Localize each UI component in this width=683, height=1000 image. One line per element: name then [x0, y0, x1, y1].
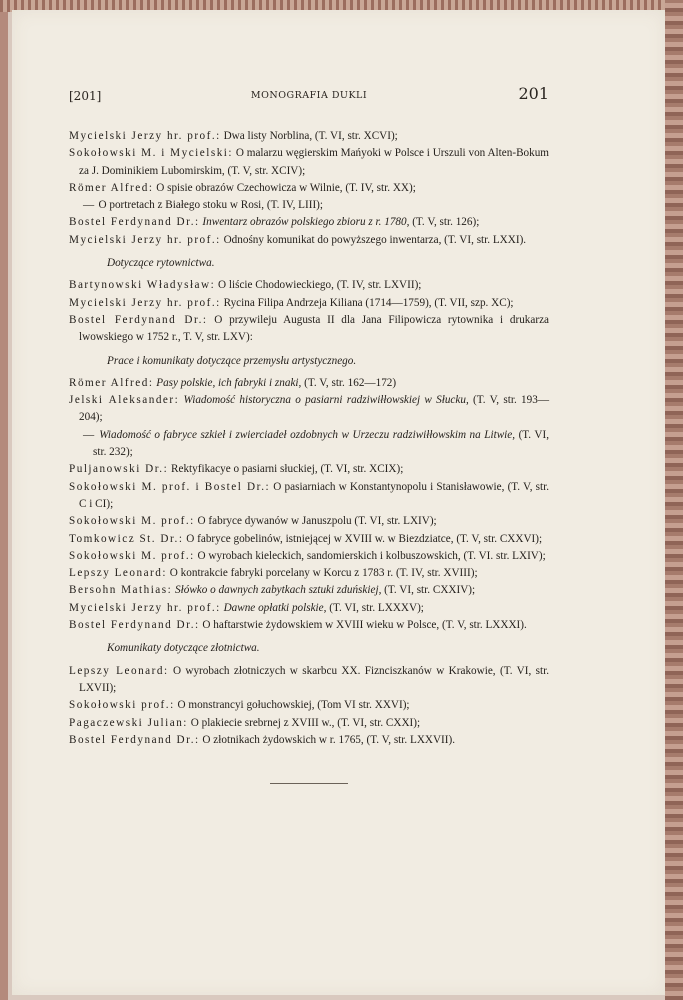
entry-text: O kontrakcie fabryki porcelany w Korcu z 1783 r. (T. IV, str. XVIII); — [169, 567, 478, 580]
entries-przemyslu — [69, 375, 549, 634]
entry-text: O wyrobach kieleckich, sandomierskich i kolbuszowskich, (T. VI. str. LXIV); — [197, 549, 546, 562]
entry-title-italic: Inwentarz obrazów polskiego zbioru z r. 1780, — [202, 216, 410, 229]
entry-text: O monstrancyi gołuchowskiej, (Tom VI str. XXVI); — [177, 699, 410, 712]
bibliography-entry — [69, 295, 549, 312]
section-heading-rytownictwa: Dotyczące rytownictwa. — [107, 257, 215, 270]
entry-author: Jelski Aleksander: — [69, 394, 180, 407]
entry-text: O fabryce dywanów w Januszpolu (T. VI, str. LXIV); — [197, 515, 437, 528]
bibliography-entry — [69, 565, 549, 582]
entry-author: Sokołowski M. i Mycielski: — [69, 147, 234, 160]
bibliography-entry — [69, 214, 549, 231]
entry-author: Mycielski Jerzy hr. prof.: — [69, 233, 221, 246]
entry-author: Sokołowski M. prof.: — [69, 515, 195, 528]
bibliography-entry — [69, 145, 549, 180]
section-heading-przemyslu: Prace i komunikaty dotyczące przemysłu artystycznego. — [107, 354, 357, 367]
bibliography-entry — [69, 663, 549, 698]
entry-author: Lepszy Leonard: — [69, 664, 169, 677]
entry-text: O przywileju Augusta II dla Jana Filipowicza rytownika i drukarza lwowskiego w 1752 r., T. V, str. LXV): — [79, 313, 550, 344]
entry-author: — — [83, 199, 96, 212]
entry-author: Mycielski Jerzy hr. prof.: — [69, 601, 221, 614]
entries-main — [69, 128, 549, 249]
entry-text: O portretach z Białego stoku w Rosi, (T. IV, LIII); — [98, 199, 324, 212]
bibliography-entry — [69, 582, 549, 599]
entry-text: Odnośny komunikat do powyższego inwentarza, (T. VI, str. LXXI). — [223, 233, 527, 246]
entry-author: Puljanowski Dr.: — [69, 463, 169, 476]
header-title: MONOGRAFIA DUKLI — [250, 90, 368, 101]
bibliography-entry — [69, 312, 549, 347]
entry-author: Bostel Ferdynand Dr.: — [69, 733, 200, 746]
bibliography-entry — [69, 600, 549, 617]
entry-author: Bostel Ferdynand Dr.: — [69, 619, 200, 632]
bibliography-entry — [69, 232, 549, 249]
entry-author: Sokołowski M. prof. i Bostel Dr.: — [69, 480, 271, 493]
entry-author: Pagaczewski Julian: — [69, 716, 188, 729]
bibliography-entry — [69, 277, 549, 294]
entry-author: — — [83, 428, 96, 441]
bibliography-content — [69, 128, 549, 784]
bibliography-entry — [69, 715, 549, 732]
entry-author: Lepszy Leonard: — [69, 567, 167, 580]
entry-author: Bersohn Mathias: — [69, 584, 173, 597]
book-page — [12, 10, 665, 995]
bibliography-entry — [69, 392, 549, 427]
running-header — [69, 84, 549, 108]
bibliography-entry — [69, 548, 549, 565]
entry-text: (T. VI, str. LXXXV); — [329, 601, 424, 614]
bibliography-entry — [69, 617, 549, 634]
entry-text: (T. V, str. 162—172) — [304, 376, 397, 389]
entry-author: Tomkowicz St. Dr.: — [69, 532, 184, 545]
entry-text: (T. VI, str. CXXIV); — [384, 584, 476, 597]
entry-text: O liście Chodowieckiego, (T. IV, str. LXVII); — [218, 279, 422, 292]
entry-title-italic: Wiadomość o fabryce szkieł i zwierciadeł ozdobnych w Urzeczu radziwiłłowskim na Litwie, — [99, 428, 516, 441]
entry-author: Mycielski Jerzy hr. prof.: — [69, 130, 221, 142]
bibliography-entry — [69, 697, 549, 714]
entry-title-italic: Pasy polskie, ich fabryki i znaki, — [156, 376, 302, 389]
entry-text: O malarzu węgierskim Mańyoki w Polsce i Urszuli von Alten-Bokum za J. Dominikiem Lubomirskim, (T. V, str. XCIV); — [79, 147, 550, 177]
entry-title-italic: Słówko o dawnych zabytkach sztuki zduńskiej, — [175, 584, 382, 597]
entries-rytownictwa — [69, 277, 549, 346]
entry-text: O wyrobach złotniczych w skarbcu XX. Fiznciszkanów w Krakowie, (T. VI, str. LXVII); — [79, 664, 550, 694]
bibliography-entry — [69, 375, 549, 392]
entry-author: Bostel Ferdynand Dr.: — [69, 216, 200, 229]
entry-text: O haftarstwie żydowskiem w XVIII wieku w Polsce, (T. V, str. LXXXI). — [202, 619, 527, 632]
bibliography-entry — [69, 128, 549, 145]
closing-rule — [270, 783, 348, 784]
section-heading-zlotnictwa: Komunikaty dotyczące złotnictwa. — [107, 642, 260, 655]
entry-title-italic: Wiadomość historyczna o pasiarni radziwiłłowskiej w Słucku, — [183, 394, 469, 407]
page-number: 201 — [518, 84, 549, 103]
right-edge-strip — [665, 0, 683, 1000]
entry-text: Dwa listy Norblina, (T. VI, str. XCVI); — [223, 130, 398, 142]
entry-author: Sokołowski prof.: — [69, 699, 175, 712]
entries-zlotnictwa — [69, 663, 549, 749]
entry-author: Bartynowski Władysław: — [69, 279, 216, 292]
bibliography-entry — [69, 461, 549, 478]
entry-text: O złotnikach żydowskich w r. 1765, (T. V, str. LXXVII). — [202, 733, 456, 746]
bibliography-entry — [69, 427, 549, 462]
bibliography-entry — [69, 197, 549, 214]
bibliography-entry — [69, 531, 549, 548]
entry-author: Römer Alfred: — [69, 181, 154, 194]
bibliography-entry — [69, 732, 549, 749]
bibliography-entry — [69, 180, 549, 197]
entry-text: O fabryce gobelinów, istniejącej w XVIII w. w Biezdziatce, (T. V, str. CXXVI); — [186, 532, 543, 545]
bibliography-entry — [69, 513, 549, 530]
entry-text: O spisie obrazów Czechowicza w Wilnie, (T. IV, str. XX); — [156, 181, 416, 194]
entry-text: (T. VI, str. 232); — [93, 428, 550, 459]
entry-text: (T. V, str. 193—204); — [79, 394, 550, 424]
entry-author: Mycielski Jerzy hr. prof.: — [69, 296, 221, 309]
entry-text: Rektyfikacye o pasiarni słuckiej, (T. VI, str. XCIX); — [171, 463, 404, 476]
entry-text: O pasiarniach w Konstantynopolu i Stanisławowie, (T. V, str. C i CI); — [79, 480, 550, 510]
entry-title-italic: Dawne opłatki polskie, — [223, 601, 327, 614]
bibliography-entry — [69, 479, 549, 514]
header-left: [201] — [69, 89, 102, 103]
entry-author: Römer Alfred: — [69, 376, 154, 389]
entry-text: O plakiecie srebrnej z XVIII w., (T. VI, str. CXXI); — [190, 716, 421, 729]
entry-author: Bostel Ferdynand Dr.: — [69, 313, 208, 326]
entry-text: (T. V, str. 126); — [412, 216, 480, 229]
entry-author: Sokołowski M. prof.: — [69, 549, 195, 562]
entry-text: Rycina Filipa Andrzeja Kiliana (1714—1759), (T. VII, szp. XC); — [223, 296, 514, 309]
